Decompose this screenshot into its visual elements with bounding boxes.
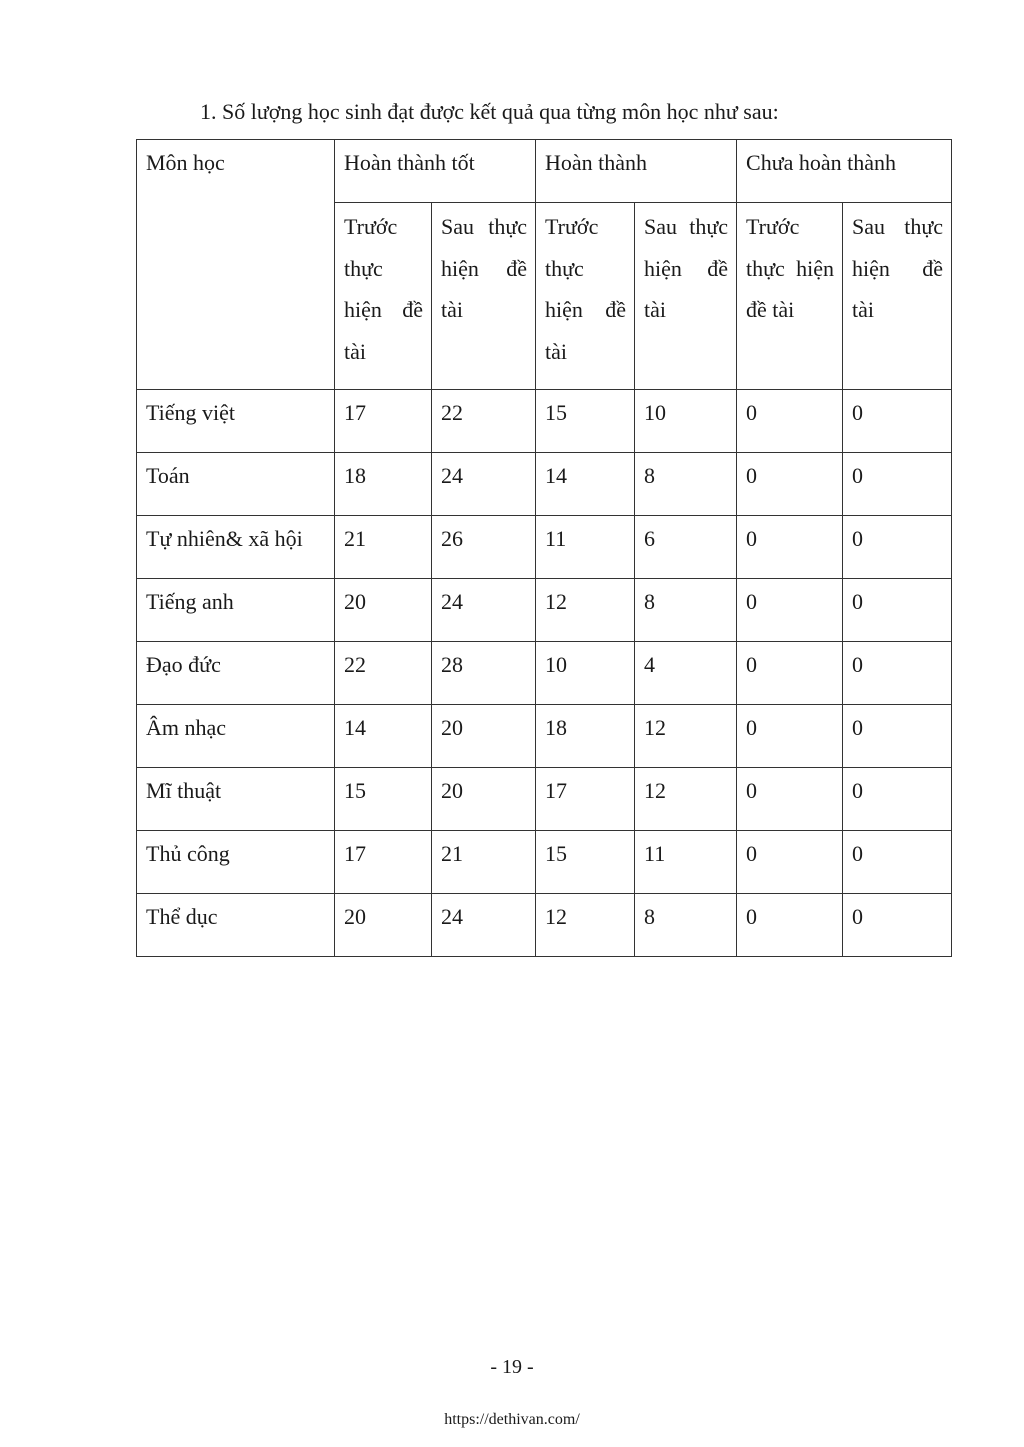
group-header-not-completed: Chưa hoàn thành [737, 140, 952, 203]
table-row [137, 516, 952, 579]
subject-cell: Tiếng việt [137, 390, 335, 453]
footer-url: https://dethivan.com/ [444, 1411, 580, 1428]
value-cell: 21 [335, 516, 432, 579]
value-cell: 0 [843, 705, 952, 768]
value-cell: 12 [635, 768, 737, 831]
value-cell: 15 [536, 390, 635, 453]
value-cell: 0 [843, 390, 952, 453]
value-cell: 20 [432, 705, 536, 768]
value-cell: 0 [737, 768, 843, 831]
value-cell: 15 [536, 831, 635, 894]
value-cell: 0 [843, 642, 952, 705]
value-cell: 10 [635, 390, 737, 453]
value-cell: 17 [335, 831, 432, 894]
header-row-groups [137, 140, 952, 203]
value-cell: 11 [635, 831, 737, 894]
subject-header: Môn học [137, 140, 335, 390]
value-cell: 0 [737, 831, 843, 894]
value-cell: 10 [536, 642, 635, 705]
value-cell: 24 [432, 894, 536, 957]
sub-header-after: Sau thực hiện đề tài [635, 203, 737, 390]
value-cell: 20 [335, 894, 432, 957]
subject-cell: Toán [137, 453, 335, 516]
value-cell: 0 [737, 642, 843, 705]
value-cell: 28 [432, 642, 536, 705]
value-cell: 15 [335, 768, 432, 831]
subject-cell: Tự nhiên& xã hội [137, 516, 335, 579]
value-cell: 8 [635, 579, 737, 642]
value-cell: 17 [335, 390, 432, 453]
sub-header-before: Trước thực hiện đề tài [737, 203, 843, 390]
section-heading: 1. Số lượng học sinh đạt được kết quả qua từng môn học như sau: [200, 99, 779, 124]
value-cell: 0 [843, 453, 952, 516]
value-cell: 0 [843, 579, 952, 642]
value-cell: 26 [432, 516, 536, 579]
value-cell: 22 [335, 642, 432, 705]
value-cell: 0 [737, 453, 843, 516]
sub-header-before: Trước thực hiện đề tài [536, 203, 635, 390]
table-row [137, 453, 952, 516]
value-cell: 18 [335, 453, 432, 516]
value-cell: 0 [737, 516, 843, 579]
page-number: - 19 - [490, 1356, 534, 1378]
table-row [137, 894, 952, 957]
table-row [137, 705, 952, 768]
value-cell: 17 [536, 768, 635, 831]
value-cell: 20 [432, 768, 536, 831]
value-cell: 0 [737, 390, 843, 453]
table-row [137, 768, 952, 831]
value-cell: 12 [536, 579, 635, 642]
value-cell: 11 [536, 516, 635, 579]
subject-cell: Thể dục [137, 894, 335, 957]
value-cell: 24 [432, 579, 536, 642]
value-cell: 21 [432, 831, 536, 894]
value-cell: 0 [843, 768, 952, 831]
value-cell: 14 [335, 705, 432, 768]
value-cell: 12 [536, 894, 635, 957]
value-cell: 22 [432, 390, 536, 453]
value-cell: 18 [536, 705, 635, 768]
value-cell: 0 [843, 831, 952, 894]
group-header-completed: Hoàn thành [536, 140, 737, 203]
value-cell: 20 [335, 579, 432, 642]
group-header-excellent: Hoàn thành tốt [335, 140, 536, 203]
subject-cell: Tiếng anh [137, 579, 335, 642]
value-cell: 8 [635, 894, 737, 957]
subject-cell: Âm nhạc [137, 705, 335, 768]
subject-cell: Mĩ thuật [137, 768, 335, 831]
table-row [137, 579, 952, 642]
table-row [137, 831, 952, 894]
results-table [136, 139, 952, 957]
value-cell: 0 [843, 894, 952, 957]
value-cell: 0 [843, 516, 952, 579]
table-row [137, 390, 952, 453]
value-cell: 6 [635, 516, 737, 579]
subject-cell: Đạo đức [137, 642, 335, 705]
value-cell: 0 [737, 579, 843, 642]
sub-header-after: Sau thực hiện đề tài [843, 203, 952, 390]
value-cell: 0 [737, 894, 843, 957]
value-cell: 14 [536, 453, 635, 516]
sub-header-before: Trước thực hiện đề tài [335, 203, 432, 390]
value-cell: 24 [432, 453, 536, 516]
value-cell: 0 [737, 705, 843, 768]
value-cell: 4 [635, 642, 737, 705]
value-cell: 12 [635, 705, 737, 768]
sub-header-after: Sau thực hiện đề tài [432, 203, 536, 390]
table-row [137, 642, 952, 705]
value-cell: 8 [635, 453, 737, 516]
subject-cell: Thủ công [137, 831, 335, 894]
